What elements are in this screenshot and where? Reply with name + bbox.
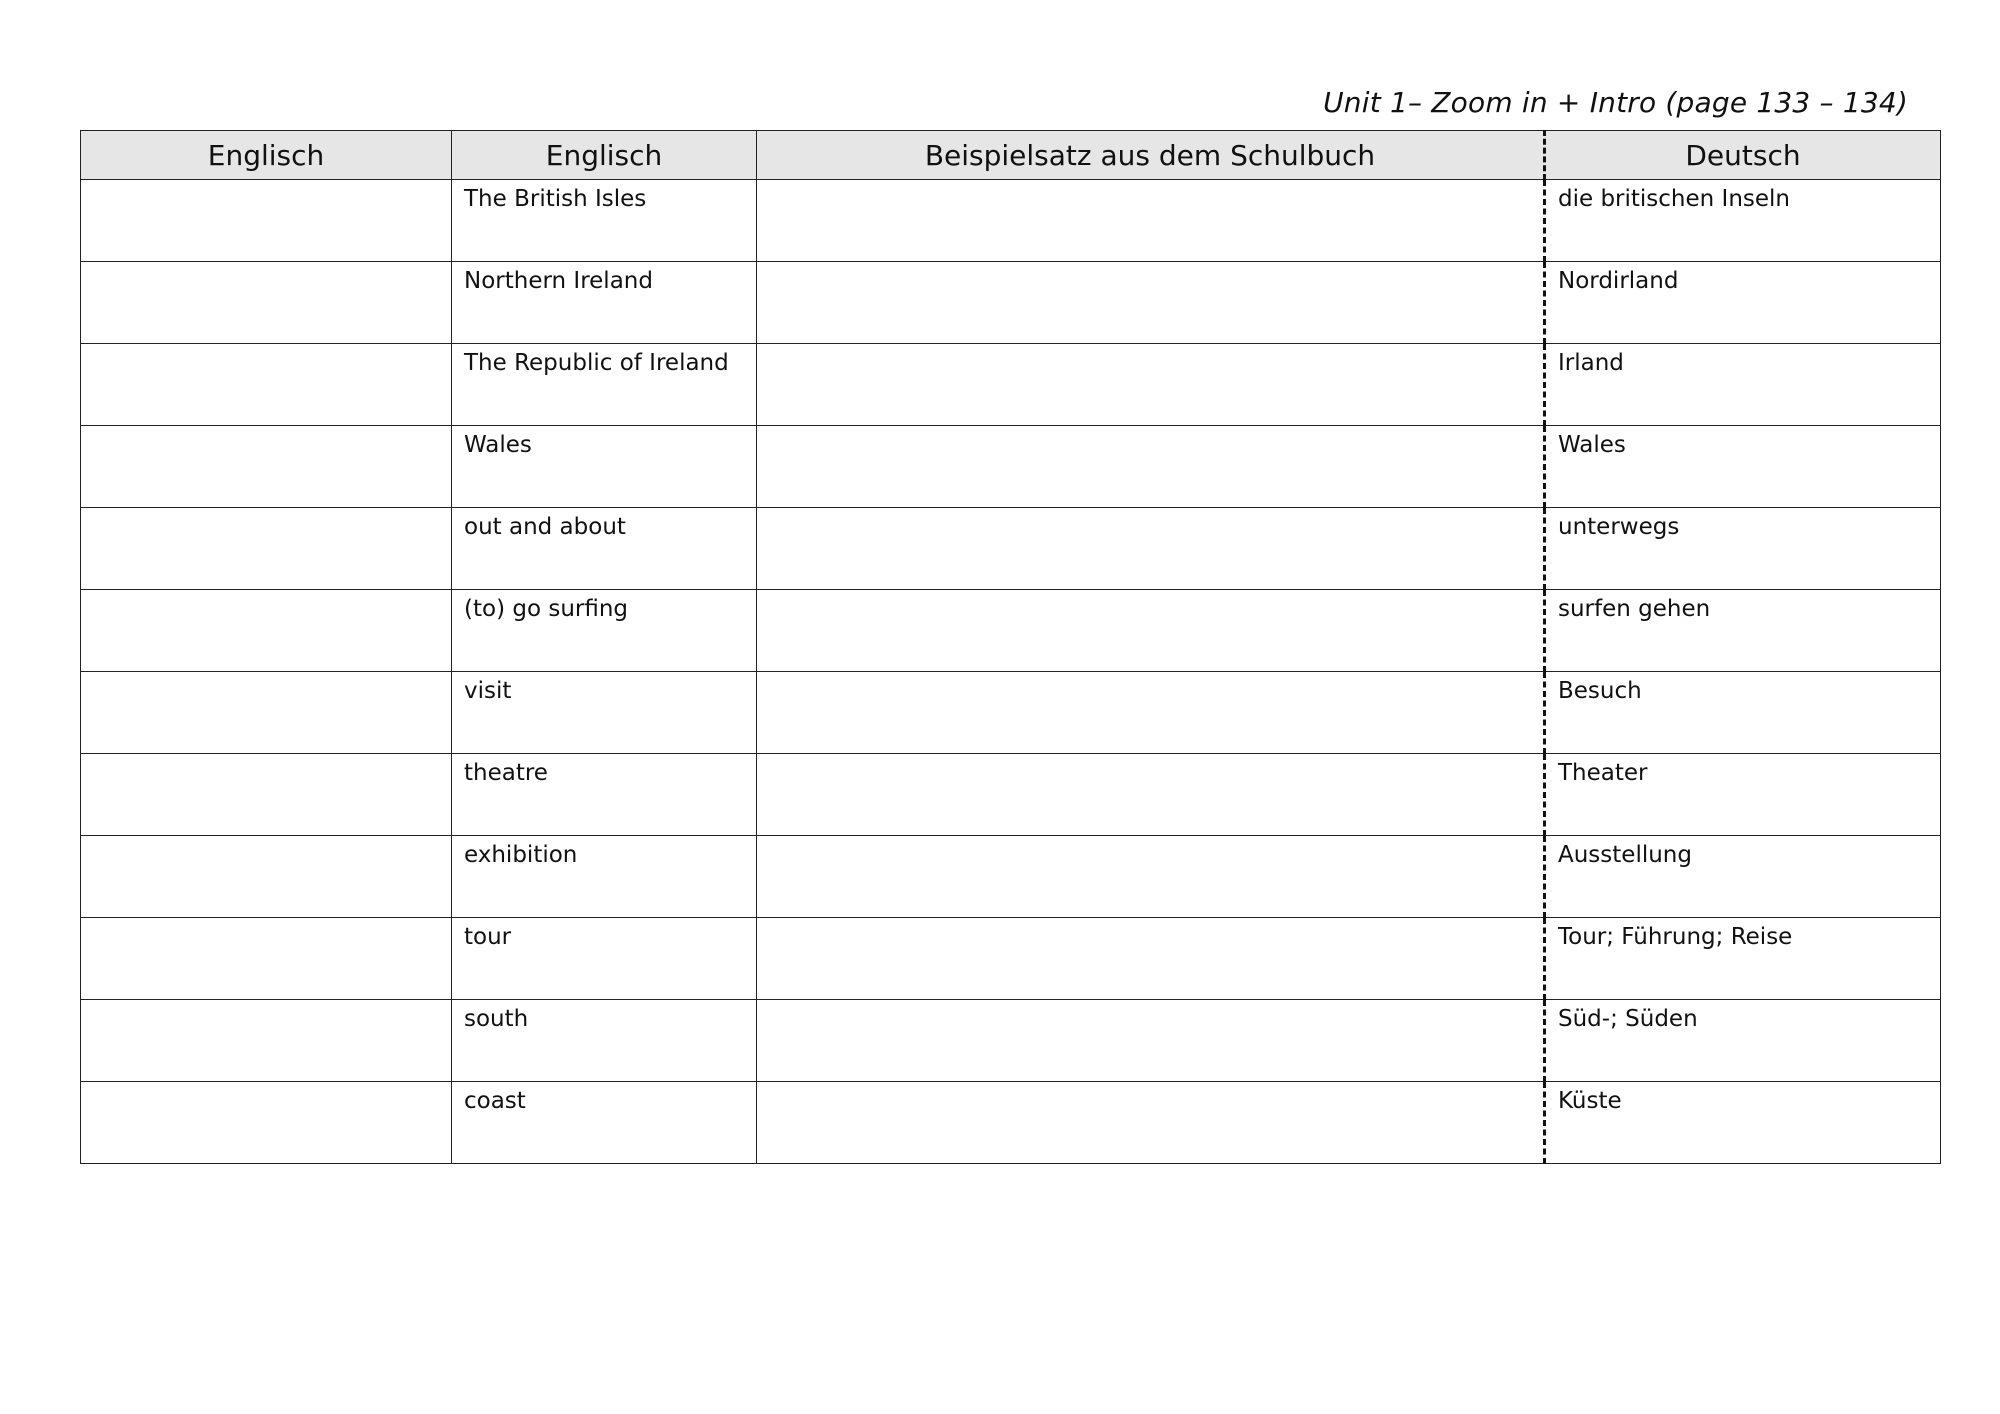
example-sentence-cell[interactable] <box>757 426 1545 508</box>
blank-english-cell[interactable] <box>81 836 452 918</box>
blank-english-cell[interactable] <box>81 426 452 508</box>
table-row <box>81 918 1941 1000</box>
table-row <box>81 262 1941 344</box>
blank-english-cell[interactable] <box>81 1000 452 1082</box>
german-word-cell: unterwegs <box>1545 508 1941 590</box>
german-word-cell: Küste <box>1545 1082 1941 1164</box>
example-sentence-cell[interactable] <box>757 508 1545 590</box>
blank-english-cell[interactable] <box>81 672 452 754</box>
example-sentence-cell[interactable] <box>757 262 1545 344</box>
blank-english-cell[interactable] <box>81 590 452 672</box>
example-sentence-cell[interactable] <box>757 180 1545 262</box>
blank-english-cell[interactable] <box>81 344 452 426</box>
unit-title: Unit 1– Zoom in + Intro (page 133 – 134) <box>1323 86 1908 119</box>
table-row <box>81 1082 1941 1164</box>
table-row <box>81 180 1941 262</box>
example-sentence-cell[interactable] <box>757 836 1545 918</box>
english-word-cell: Northern Ireland <box>452 262 757 344</box>
blank-english-cell[interactable] <box>81 180 452 262</box>
table-row <box>81 426 1941 508</box>
column-header-englisch: Englisch <box>452 131 757 180</box>
example-sentence-cell[interactable] <box>757 672 1545 754</box>
blank-english-cell[interactable] <box>81 262 452 344</box>
column-header-beispielsatz: Beispielsatz aus dem Schulbuch <box>757 131 1545 180</box>
blank-english-cell[interactable] <box>81 754 452 836</box>
blank-english-cell[interactable] <box>81 1082 452 1164</box>
german-word-cell: Irland <box>1545 344 1941 426</box>
german-word-cell: Wales <box>1545 426 1941 508</box>
english-word-cell: (to) go surfing <box>452 590 757 672</box>
vocabulary-table <box>80 130 1941 1164</box>
german-word-cell: Ausstellung <box>1545 836 1941 918</box>
german-word-cell: Theater <box>1545 754 1941 836</box>
english-word-cell: The Republic of Ireland <box>452 344 757 426</box>
english-word-cell: coast <box>452 1082 757 1164</box>
english-word-cell: tour <box>452 918 757 1000</box>
german-word-cell: die britischen Inseln <box>1545 180 1941 262</box>
table-row <box>81 590 1941 672</box>
column-header-deutsch: Deutsch <box>1545 131 1941 180</box>
table-row <box>81 672 1941 754</box>
german-word-cell: Besuch <box>1545 672 1941 754</box>
german-word-cell: surfen gehen <box>1545 590 1941 672</box>
table-row <box>81 1000 1941 1082</box>
table-header-row <box>81 131 1941 180</box>
blank-english-cell[interactable] <box>81 508 452 590</box>
example-sentence-cell[interactable] <box>757 590 1545 672</box>
column-header-englisch-blank: Englisch <box>81 131 452 180</box>
german-word-cell: Tour; Führung; Reise <box>1545 918 1941 1000</box>
table-row <box>81 754 1941 836</box>
example-sentence-cell[interactable] <box>757 754 1545 836</box>
english-word-cell: south <box>452 1000 757 1082</box>
english-word-cell: out and about <box>452 508 757 590</box>
example-sentence-cell[interactable] <box>757 1000 1545 1082</box>
example-sentence-cell[interactable] <box>757 344 1545 426</box>
english-word-cell: theatre <box>452 754 757 836</box>
example-sentence-cell[interactable] <box>757 1082 1545 1164</box>
english-word-cell: The British Isles <box>452 180 757 262</box>
table-row <box>81 344 1941 426</box>
english-word-cell: visit <box>452 672 757 754</box>
example-sentence-cell[interactable] <box>757 918 1545 1000</box>
english-word-cell: Wales <box>452 426 757 508</box>
blank-english-cell[interactable] <box>81 918 452 1000</box>
table-row <box>81 836 1941 918</box>
english-word-cell: exhibition <box>452 836 757 918</box>
german-word-cell: Nordirland <box>1545 262 1941 344</box>
table-row <box>81 508 1941 590</box>
german-word-cell: Süd-; Süden <box>1545 1000 1941 1082</box>
